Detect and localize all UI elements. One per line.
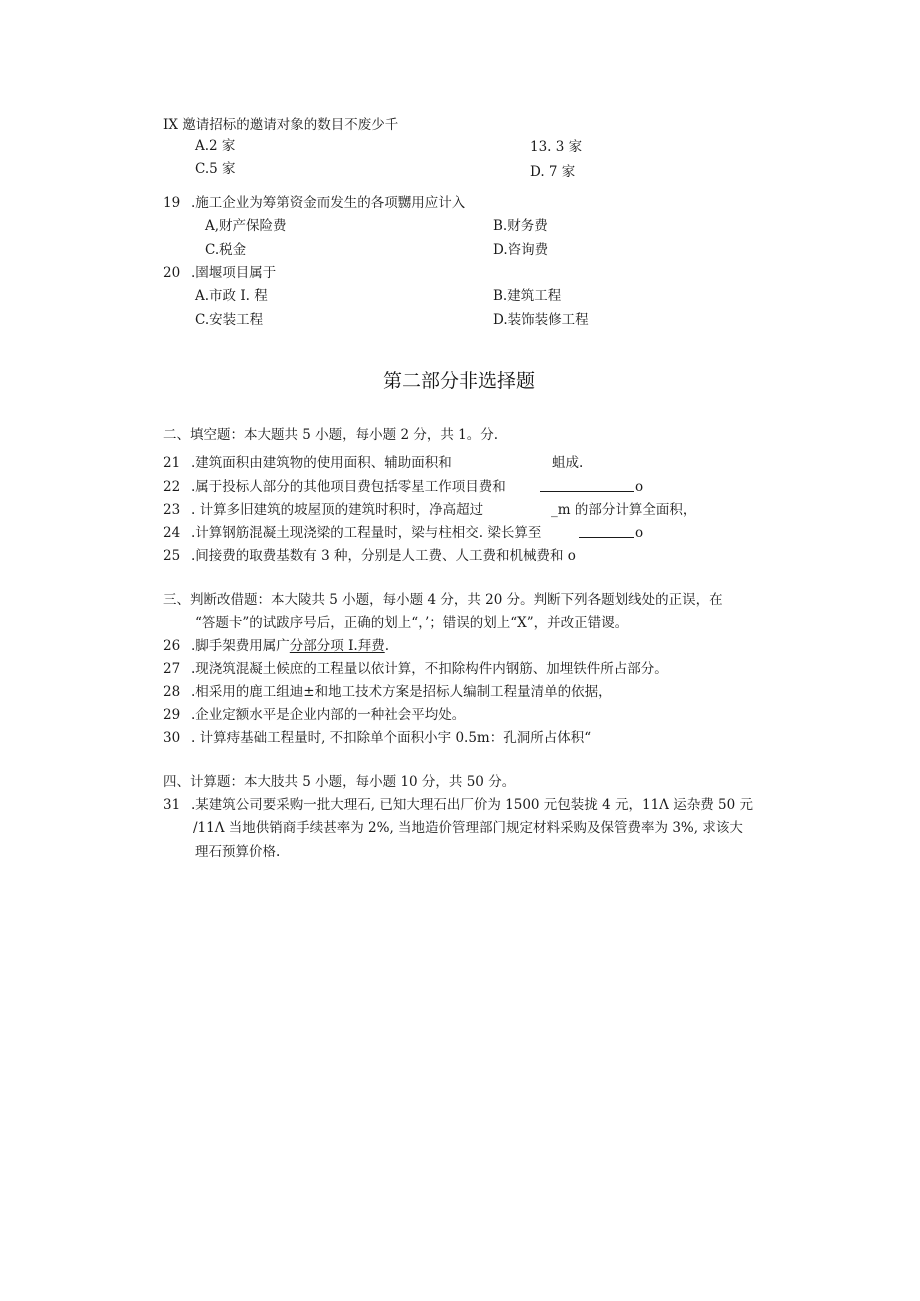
q20-option-c: C.安装工程 <box>195 312 264 328</box>
q19-option-c: C.税金 <box>205 242 247 258</box>
q19-option-a: A,财产保险费 <box>205 218 287 234</box>
q27-number: 27 <box>163 661 181 677</box>
q21-text: .建筑面积由建筑物的使用面积、辅助面积和 <box>191 455 452 471</box>
part2-title: 第二部分非选择题 <box>383 370 536 392</box>
q31-number: 31 <box>163 797 181 813</box>
q30-number: 30 <box>163 730 181 746</box>
q24-tail: o <box>635 525 644 541</box>
q18-option-c: C.5 家 <box>195 161 236 177</box>
q19-stem: .施工企业为筹第资金而发生的各项嬲用应计入 <box>191 195 466 211</box>
q18-option-b: 13. 3 家 <box>530 139 583 155</box>
q22-text: .属于投标人部分的其他项目费包括零星工作项目费和 <box>191 479 506 495</box>
q18-stem: IX 邀请招标的邀请对象的数目不废少千 <box>163 117 399 133</box>
q30-text: . 计算痔基础工程量时, 不扣除单个面积小宇 0.5m：孔洞所占体积“ <box>191 730 592 746</box>
q22-tail: o <box>635 479 644 495</box>
q18-option-d: D. 7 家 <box>530 164 576 180</box>
q21-number: 21 <box>163 455 181 471</box>
q20-stem: .圉堰项目属于 <box>191 265 277 281</box>
q24-text: .计算钢筋混凝土现浇梁的工程量时，梁与柱相交. 梁长算至 <box>191 525 542 541</box>
q20-option-a: A.市政 I. 程 <box>195 288 268 304</box>
q22-number: 22 <box>163 479 181 495</box>
q24-number: 24 <box>163 525 181 541</box>
q28-number: 28 <box>163 684 181 700</box>
q19-number: 19 <box>163 195 181 211</box>
q20-option-d: D.装饰装修工程 <box>493 312 589 328</box>
q26-number: 26 <box>163 638 181 654</box>
q31-line3: 理石预算价格. <box>195 844 281 860</box>
q18-option-a: A.2 家 <box>195 138 236 154</box>
q24-blank <box>579 527 634 538</box>
q31-line1: .某建筑公司要采购一批大理石, 已知大理石出厂价为 1500 元包装拢 4 元，11Λ 运杂费 50 元 <box>191 797 753 813</box>
q29-text: .企业定额水平是企业内部的一种社会平均处。 <box>191 707 466 723</box>
judge-heading-line1: 三、判断改借题：本大陵共 5 小题，每小题 4 分，共 20 分。判断下列各题划线处的正误，在 <box>163 592 723 608</box>
q20-number: 20 <box>163 265 181 281</box>
q23-number: 23 <box>163 502 181 518</box>
q26-post: . <box>384 638 390 654</box>
fill-heading: 二、填空题：本大题共 5 小题，每小题 2 分，共 1。分. <box>163 427 499 443</box>
judge-heading-line2: “答题卡”的试跋序号后，正确的划上“，’；错误的划上“X”，并改正错谡。 <box>195 615 629 631</box>
q19-option-d: D.咨询费 <box>493 242 549 258</box>
q19-option-b: B.财务费 <box>493 218 548 234</box>
q26-pre: .脚手架费用属广 <box>191 638 290 654</box>
q23-tail: _m 的部分计算全面积， <box>551 502 697 518</box>
q29-number: 29 <box>163 707 181 723</box>
q21-tail: 蛆成. <box>552 455 584 471</box>
q25-text: .间接费的取费基数有 3 种，分别是人工费、人工费和机械费和 o <box>191 548 576 564</box>
q26-underlined: 分部分项 I.拜费 <box>289 638 385 654</box>
calc-heading: 四、计算题：本大肢共 5 小题，每小题 10 分，共 50 分。 <box>163 774 516 790</box>
q23-text: . 计算多旧建筑的坡屋顶的建筑时积时，净高超过 <box>191 502 484 518</box>
q27-text: .现浇筑混凝土候庶的工程量以依计算，不扣除构件内钢筋、加埋铁件所占部分。 <box>191 661 668 677</box>
q26-text <box>191 640 389 654</box>
q20-option-b: B.建筑工程 <box>493 288 562 304</box>
q25-number: 25 <box>163 548 181 564</box>
q22-blank <box>540 481 634 492</box>
q31-line2: /11Λ 当地供销商手续甚率为 2%, 当地造价管理部门规定材料采购及保管费率为 3%, 求该大 <box>193 820 743 836</box>
q28-text: .相采用的鹿工组迪±和地工技术方案是招标人编制工程量清单的依据， <box>191 684 612 700</box>
